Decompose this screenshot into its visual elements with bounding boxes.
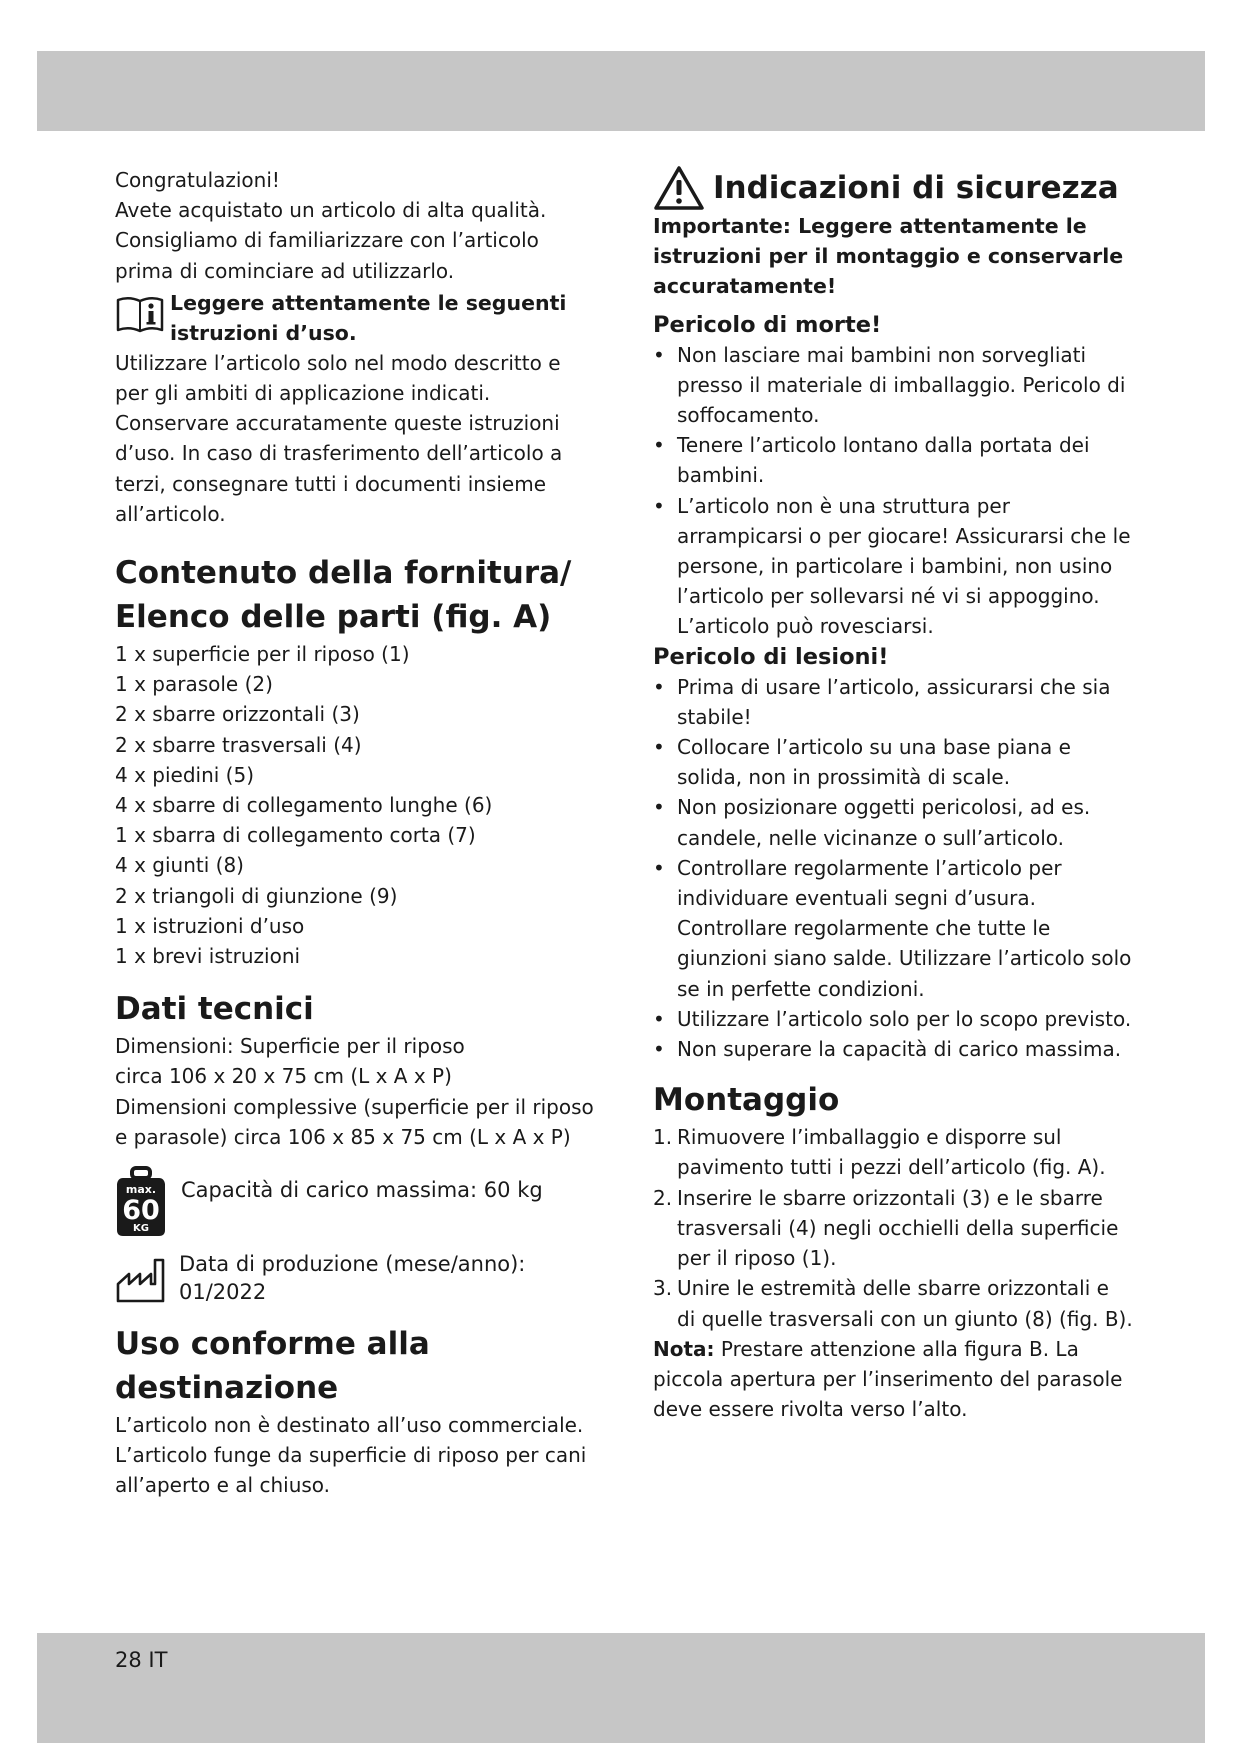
list-item: 2 x sbarre trasversali (4) — [115, 732, 362, 757]
list-item — [653, 1183, 1133, 1274]
usage-text: Utilizzare l’articolo solo nel modo descritto e per gli ambiti di applicazione indicati. Conservare accuratamente queste istruzioni d’uso. In caso di trasferimento dell’articolo a terzi, consegnare tutti i documenti insieme all’articolo. — [115, 350, 563, 526]
list-item: • L’articolo non è una struttura per arrampicarsi o per giocare! Assicurarsi che le persone, in particolare i bambini, non usino l’articolo per sollevarsi né vi si appoggino. L’articolo può rovesciarsi. — [653, 491, 1133, 642]
load-capacity-text: Capacità di carico massima: 60 kg — [181, 1178, 543, 1203]
footer-band — [37, 1633, 1205, 1743]
page-number: 28 IT — [115, 1648, 168, 1672]
list-item — [653, 1122, 1133, 1182]
factory-icon — [115, 1256, 167, 1306]
assembly-steps — [653, 1122, 1133, 1333]
safety-heading: Indicazioni di sicurezza — [713, 170, 1119, 206]
header-band — [37, 51, 1205, 131]
intended-use-heading: Uso conforme alla destinazione — [115, 1326, 430, 1407]
dimensions-line1: Dimensioni: Superficie per il riposo — [115, 1034, 465, 1059]
danger-injury-heading: Pericolo di lesioni! — [653, 643, 889, 670]
list-item: 1 x brevi istruzioni — [115, 944, 301, 969]
intended-use-text: L’articolo non è destinato all’uso commerciale. L’articolo funge da superficie di riposo per cani all’aperto e al chiuso. — [115, 1413, 587, 1498]
list-item: • Tenere l’articolo lontano dalla portata dei bambini. — [653, 430, 1133, 490]
technical-heading: Dati tecnici — [115, 991, 314, 1028]
intro-greeting: Congratulazioni! — [115, 168, 280, 192]
list-item: • Utilizzare l’articolo solo per lo scopo previsto. — [653, 1004, 1133, 1034]
danger-death-heading: Pericolo di morte! — [653, 311, 882, 338]
list-item: 4 x giunti (8) — [115, 853, 244, 878]
list-item: 2 x sbarre orizzontali (3) — [115, 702, 360, 727]
safety-important: Importante: Leggere attentamente le istruzioni per il montaggio e conservarle accuratamente! — [653, 214, 1124, 299]
list-item: 4 x piedini (5) — [115, 762, 255, 787]
assembly-heading: Montaggio — [653, 1082, 840, 1119]
step-number: 1. — [653, 1125, 673, 1150]
production-date-value: 01/2022 — [179, 1280, 267, 1305]
load-icon-value-text: 60 — [122, 1195, 160, 1227]
list-item: 1 x superficie per il riposo (1) — [115, 642, 410, 667]
list-item: 1 x sbarra di collegamento corta (7) — [115, 823, 476, 848]
list-item: • Non posizionare oggetti pericolosi, ad es. candele, nelle vicinanze o sull’articolo. — [653, 792, 1133, 852]
max-load-weight-icon — [115, 1166, 167, 1238]
danger-death-list — [653, 340, 1133, 642]
step-number: 3. — [653, 1276, 673, 1301]
list-item: 1 x istruzioni d’uso — [115, 913, 305, 938]
list-item: 4 x sbarre di collegamento lunghe (6) — [115, 793, 493, 818]
intro-text: Avete acquistato un articolo di alta qualità. Consigliamo di familiarizzare con l’articolo prima di cominciare ad utilizzarlo. — [115, 198, 547, 283]
danger-injury-list — [653, 672, 1133, 1065]
read-notice-text: Leggere attentamente le seguenti istruzioni d’uso. — [170, 290, 567, 345]
list-item: • Collocare l’articolo su una base piana e solida, non in prossimità di scale. — [653, 732, 1133, 792]
safety-title — [653, 165, 1133, 211]
load-capacity-row — [115, 1166, 600, 1238]
step-text: Unire le estremità delle sbarre orizzontali e di quelle trasversali con un giunto (8) (fig. B). — [677, 1276, 1133, 1331]
dimensions-line2: circa 106 x 20 x 75 cm (L x A x P) — [115, 1064, 452, 1089]
step-text: Inserire le sbarre orizzontali (3) e le sbarre trasversali (4) negli occhielli della superficie per il riposo (1). — [677, 1185, 1119, 1271]
list-item: • Prima di usare l’articolo, assicurarsi che sia stabile! — [653, 672, 1133, 732]
list-item: 2 x triangoli di giunzione (9) — [115, 883, 398, 908]
list-item: • Non lasciare mai bambini non sorvegliati presso il materiale di imballaggio. Pericolo di soffocamento. — [653, 340, 1133, 431]
book-info-icon — [115, 294, 165, 334]
production-date-row — [115, 1250, 600, 1306]
contents-heading-line2: Elenco delle parti (fig. A) — [115, 599, 552, 636]
left-column — [115, 165, 600, 1501]
list-item — [653, 1273, 1133, 1333]
production-date-label: Data di produzione (mese/anno): — [179, 1252, 526, 1277]
note-text: Prestare attenzione alla figura B. La piccola apertura per l’inserimento del parasole deve essere rivolta verso l’alto. — [653, 1336, 1123, 1422]
step-number: 2. — [653, 1185, 673, 1210]
step-text: Rimuovere l’imballaggio e disporre sul pavimento tutti i pezzi dell’articolo (fig. A). — [677, 1125, 1106, 1180]
read-instructions-notice — [115, 288, 600, 348]
contents-heading-line1: Contenuto della fornitura/ — [115, 555, 572, 592]
load-icon-unit-text: KG — [133, 1223, 149, 1235]
load-icon-max-text: max. — [125, 1183, 157, 1197]
list-item: • Controllare regolarmente l’articolo per individuare eventuali segni d’usura. Controllare regolarmente che tutte le giunzioni siano salde. Utilizzare l’articolo solo se in perfette condizioni. — [653, 853, 1133, 1004]
assembly-note — [653, 1334, 1133, 1425]
right-column — [653, 165, 1133, 1424]
parts-list — [115, 639, 600, 971]
warning-icon — [653, 165, 705, 211]
list-item: 1 x parasole (2) — [115, 672, 273, 697]
note-label: Nota: — [653, 1336, 715, 1361]
list-item: • Non superare la capacità di carico massima. — [653, 1034, 1133, 1064]
overall-dimensions: Dimensioni complessive (superficie per il riposo e parasole) circa 106 x 85 x 75 cm (L x A x P) — [115, 1094, 594, 1149]
